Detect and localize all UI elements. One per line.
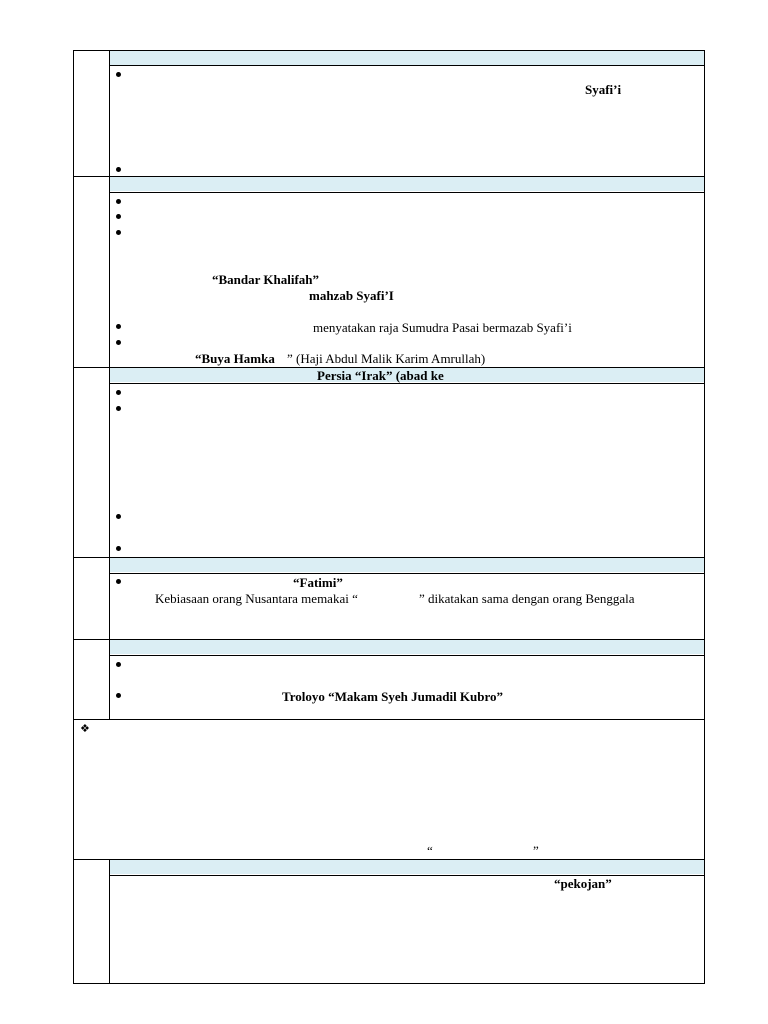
section-header-band [110,558,704,572]
section-header-band [110,860,704,874]
bullet-point [116,514,121,519]
section-header-band [110,51,704,65]
table-right-border [704,50,705,984]
haji-abdul-malik-text: ” (Haji Abdul Malik Karim Amrullah) [287,351,486,366]
bandar-khalifah-text: “Bandar Khalifah” [212,272,320,287]
close-quote: ” [533,843,539,858]
bullet-point [116,167,121,172]
column-divider-1 [109,50,110,719]
bullet-point [116,230,121,235]
table-left-border [73,50,74,984]
diamond-bullet-icon: ❖ [80,722,90,735]
raja-sumudra-text: menyatakan raja Sumudra Pasai bermazab Syafi’i [313,320,572,335]
syafii-label: Syafi’i [585,82,622,97]
dikatakan-text: ” dikatakan sama dengan orang Benggala [419,591,635,606]
bullet-point [116,662,121,667]
section-header-band [110,640,704,654]
bullet-point [116,72,121,77]
mahzab-syafii-text: mahzab Syafi’I [309,288,394,303]
buya-hamka-text: “Buya Hamka [195,351,275,366]
bullet-point [116,199,121,204]
bullet-point [116,340,121,345]
section-header-band [110,177,704,191]
pekojan-text: “pekojan” [554,876,612,891]
header-band-border [109,875,705,876]
fatimi-text: “Fatimi” [293,575,343,590]
header-band-border [109,383,705,384]
bullet-point [116,579,121,584]
bullet-point [116,214,121,219]
bullet-point [116,546,121,551]
bullet-point [116,390,121,395]
row-divider [73,719,705,720]
bullet-point [116,324,121,329]
bullet-point [116,693,121,698]
header-band-border [109,655,705,656]
column-divider-2 [109,859,110,984]
header-band-border [109,192,705,193]
header-band-border [109,65,705,66]
header-band-border [109,573,705,574]
table-bottom-border [73,983,705,984]
troloyo-text: Troloyo “Makam Syeh Jumadil Kubro” [282,689,504,704]
persia-irak-header: Persia “Irak” (abad ke [317,368,444,383]
kebiasaan-text: Kebiasaan orang Nusantara memakai “ [155,591,358,606]
bullet-point [116,406,121,411]
open-quote: “ [427,843,433,858]
